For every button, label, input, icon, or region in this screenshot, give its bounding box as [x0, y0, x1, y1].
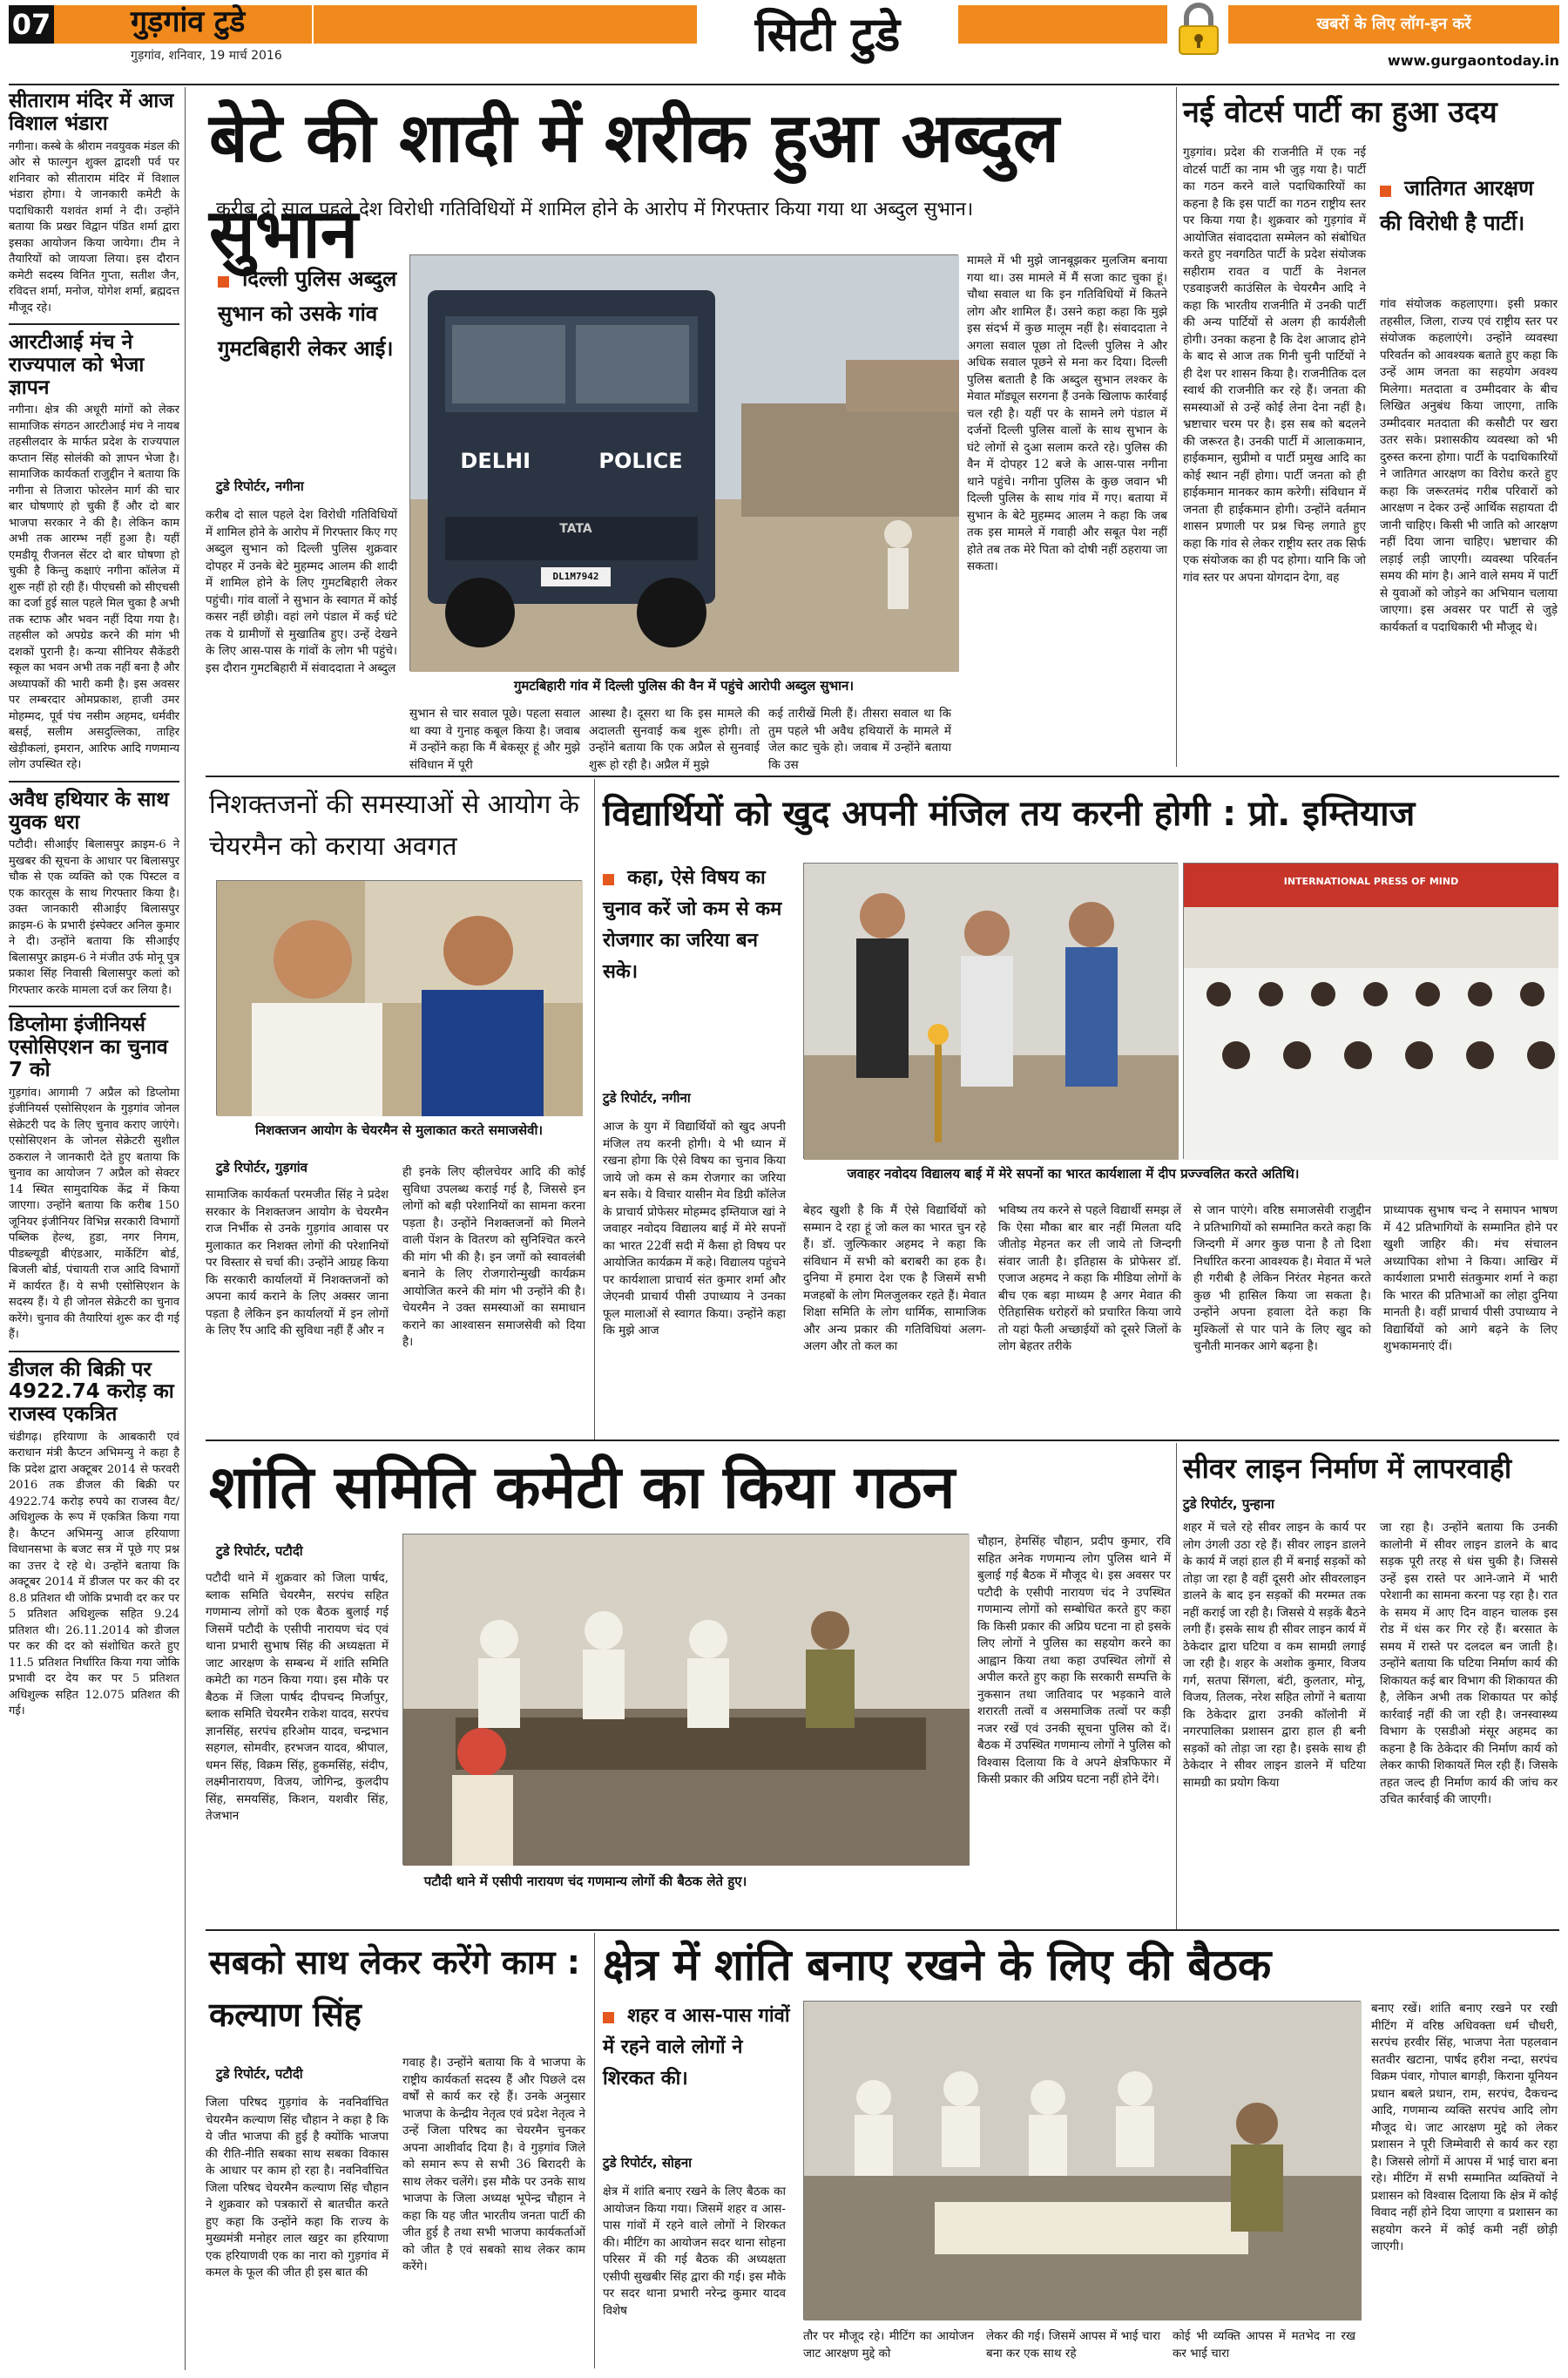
story2-col2: गांव संयोजक कहलाएगा। इसी प्रकार तहसील, जिला, राज्य एवं राष्ट्रीय स्तर पर संयोजक कहलाएंगे। उन्होंने व्यवस्था परिवर्तन को आवश्यक बताते हुए कहा कि उन्हें आम जनता का सहयोग अवश्य मिलेगा। मतदाता व उम्मीदवार के बीच लिखित अनुबंध किया जाएगा, ताकि उम्मीदवार मतदाता की कसौटी पर खरा उतर सके। प्रशासकीय व्यवस्था को भी दुरुस्त करना होगा। पार्टी के पदाधिकारियों ने जातिगत आरक्षण का विरोध करते हुए कहा कि जरूरतमंद गरीब परिवारों को आरक्षण न देकर उन्हें आर्थिक सहायता दी जानी चाहिए। किसी भी जाति को आरक्षण नहीं दिया जाना चाहिए। भ्रष्टाचार की लड़ाई लड़ी जाएगी। व्यवस्था परिवर्तन समय की मांग है। आने वाले समय में पार्टी से युवाओं को जोड़ने का अभियान चलाया जाएगा। इस अवसर पर पार्टी से जुड़े कार्यकर्ता व पदाधिकारी भी मौजूद थे।	[1380, 297, 1558, 634]
story8-col1: क्षेत्र में शांति बनाए रखने के लिए बैठक का आयोजन किया गया। जिसमें शहर व आस-पास गांवों में रहने वाले लोगों ने शिरकत की। मीटिंग का आयोजन सदर थाना सोहना परिसर में की गई बैठक की अध्यक्षता एसीपी सुखबीर सिंह द्वारा की गई। इस मौके पर सदर थाना प्रभारी नरेन्द्र कुमार यादव विशेष	[603, 2185, 786, 2318]
story5-photo-caption: पटौदी थाने में एसीपी नारायण चंद गणमान्य लोगों की बैठक लेते हुए।	[423, 1873, 747, 1889]
story4-col2: बेहद खुशी है कि मैं ऐसे विद्यार्थियों को सम्मान दे रहा हूं जो कल का भारत चुन रहे हैं। डॉ. जुल्फिकार अहमद ने कहा कि संविधान में सभी को बराबरी का हक है। दुनिया में हमारा देश एक है जिसमें सभी मजहबों के लोग मिलजुलकर रहते हैं। मेवात शिक्षा समिति के लोग धार्मिक, सामाजिक और अन्य प्रकार की गतिविधियां अलग-अलग और तो कल का	[803, 1203, 986, 1353]
page-number: 07	[9, 5, 54, 44]
section-rule	[206, 1929, 1559, 1931]
story4-highlight: कहा, ऐसे विषय का चुनाव करें जो कम से कम रोजगार का जरिया बन सके।	[603, 867, 782, 983]
sidebar-body: चंडीगढ़। हरियाणा के आबकारी एवं कराधान मंत्री कैप्टन अभिमन्यु ने कहा है कि प्रदेश द्वारा अक्टूबर 2014 से फरवरी 2016 तक डीजल की बिक्री पर 4922.74 करोड़ रुपये का राजस्व वैट/अधिशुल्क के रूप में एकत्रित किया गया है। कैप्टन अभिमन्यु आज हरियाणा विधानसभा के बजट सत्र में पूछे गए प्रश्न का उत्तर दे रहे थे। उन्होंने बताया कि अक्टूबर 2014 में डीजल पर कर की दर 8.8 प्रतिशत थी जोकि प्रभावी दर कर पर 5 प्रतिशत अधिशुल्क सहित 9.24 प्रतिशत थी। 26.11.2014 को डीजल पर कर की दर को संशोधित करते हुए 11.5 प्रतिशत निर्धारित किया गया जोकि प्रभावी दर देय कर पर 5 प्रतिशत अधिशुल्क सहित 12.075 प्रतिशत की गई।	[9, 1430, 179, 1718]
story3-photo	[216, 880, 582, 1115]
column-divider	[594, 779, 595, 1441]
story6-col1: शहर में चले रहे सीवर लाइन के कार्य पर लोग उंगली उठा रहे हैं। सीवर लाइन डालने के कार्य में जहां हाल ही में बनाई सड़कों को तोड़ा जा रहा है वहीं दूसरी ओर सीवरलाइन डालने के बाद इन सड़कों की मरम्मत तक नहीं कराई जा रही है। जिससे ये सड़कें बैठने लगी हैं। इसके साथ ही सीवर लाइन कार्य में ठेकेदार द्वारा घटिया व कम सामग्री लगाई जा रही है। शहर के अशोक कुमार, विजय गर्ग, सतपा सिंगला, बंटी, कुलतार, मोनू, विजय, तिलक, नरेश सहित लोगों ने बताया कि ठेकेदार द्वारा उनकी कॉलोनी में नगरपालिका प्रशासन द्वारा हाल ही बनी सड़कों को तोड़ा जा रहा है। इसके साथ ही ठेकेदार ने सीवर लाइन डालने में घटिया सामग्री का प्रयोग किया	[1183, 1521, 1366, 1790]
story3-col1: सामाजिक कार्यकर्ता परमजीत सिंह ने प्रदेश सरकार के निशक्तजन आयोग के चेयरमैन राज निर्भीक से उनके गुड़गांव आवास पर मुलाकात कर निशक्त लोगों की परेशानियों पर विस्तार से चर्चा की। उन्होंने आग्रह किया कि सरकारी कार्यालयों में निशक्तजनों को अपना कार्य कराने के लिए अक्सर जाना पड़ता है लेकिन इन कार्यालयों में इन लोगों के लिए रैंप आदि की सुविधा नहीं हैं और न	[206, 1188, 389, 1338]
story8-col5: बनाए रखें। शांति बनाए रखने पर रखी मीटिंग में वरिष्ठ अधिवक्ता धर्म चौधरी, सरपंच हरवीर सिंह, भाजपा नेता पहलवान सतवीर खटाना, पार्षद हरीश नन्दा, सरपंच विक्रम पंवार, गोपाल बागड़ी, किराना यूनियन प्रधान बबले प्रधान, राम, सरपंच, दैकचन्द आदि, गणमान्य व्यक्ति सरपंच आदि लोग मौजूद थे। जाट आरक्षण मुद्दे को लेकर प्रशासन ने पूरी जिम्मेवारी से कार्य कर रहा है। जिससे लोगों में आपस में भाई चारा बना रहे। मीटिंग में सभी सम्मानित व्यक्तियों ने प्रशासन को विश्वास दिलाया कि क्षेत्र में कोई विवाद नहीं होने दिया जाएगा व प्रशासन का सहयोग करने में कोई कमी नहीं छोड़ी जाएगी।	[1371, 2002, 1558, 2253]
sidebar-headline: सीताराम मंदिर में आज विशाल भंडारा	[9, 90, 174, 135]
story1-photo	[409, 254, 958, 671]
story2-highlight: जातिगत आरक्षण की विरोधी है पार्टी।	[1380, 176, 1534, 235]
sidebar-headline: आरटीआई मंच ने राज्यपाल को भेजा ज्ञापन	[9, 331, 145, 399]
van-text: DELHI POLICE	[460, 449, 683, 473]
story6-headline: सीवर लाइन निर्माण में लापरवाही	[1183, 1452, 1512, 1485]
van-plate: DL1M7942	[552, 571, 599, 582]
story6-byline: टुडे रिपोर्टर, पुन्हाना	[1183, 1496, 1274, 1512]
story1-photo-caption: गुमटबिहारी गांव में दिल्ली पुलिस की वैन में पहुंचे आरोपी अब्दुल सुभान।	[513, 678, 855, 694]
story7-col1: जिला परिषद गुड़गांव के नवनिर्वाचित चेयरमैन कल्याण सिंह चौहान ने कहा है कि ये जीत भाजपा की हुई है क्योंकि भाजपा की रीति-नीति सबका साथ सबका विकास के आधार पर काम हो रहा है। नवनिर्वाचित जिला परिषद चेयरमैन कल्याण सिंह चौहान ने शुक्रवार को पत्रकारों से बातचीत करते हुए कहा कि उन्होंने कहा कि राज्य के मुख्यमंत्री मनोहर लाल खट्टर का हरियाणा एक हरियाणवी एक का नारा को गुड़गांव में कमल के फूल की जीत ही इस बात की	[206, 2096, 389, 2280]
story2-headline: नई वोटर्स पार्टी का हुआ उदय	[1183, 95, 1497, 130]
story8-byline: टुडे रिपोर्टर, सोहना	[603, 2155, 693, 2171]
story3-col2: ही इनके लिए व्हीलचेयर आदि की कोई सुविधा उपलब्ध कराई गई है, जिससे इन लोगों को बड़ी परेशानियों का सामना करना पड़ता है। उन्होंने निशक्तजनों को मिलने वाली पेंशन के वितरण को सुनिश्चित करने की मांग भी की है। इन जगों को स्वावलंबी बनाने के लिए रोजगारोन्मुखी कार्यक्रम आयोजित करने की मांग भी उन्होंने की है। चेयरमैन ने उक्त समस्याओं का समाधान कराने का आश्वासन समाजसेवी को दिया है।	[402, 1165, 585, 1349]
story5-headline: शांति समिति कमेटी का किया गठन	[209, 1453, 956, 1522]
date-line: गुड़गांव, शनिवार, 19 मार्च 2016	[131, 49, 282, 63]
story3-photo-caption: निशक्तजन आयोग के चेयरमैन से मुलाकात करते समाजसेवी।	[254, 1122, 544, 1138]
bullet-icon	[603, 2012, 614, 2023]
sidebar-divider	[185, 87, 186, 2370]
story4-col4: से जान पाएंगे। वरिष्ठ समाजसेवी राजुद्दीन ने प्रतिभागियों को सम्मानित करते कहा कि जिन्दगी में अगर कुछ पाना है तो दिशा निर्धारित करना आवश्यक है। मेवात में भले ही गरीबी है लेकिन निरंतर मेहनत करते कुछ भी हासिल किया जा सकता है। उन्होंने अपना हवाला देते कहा कि मुश्किलों से पार पाने के लिए खुद को चुनौती मानकर आगे बढ़ना है।	[1193, 1203, 1371, 1353]
story1-highlight: दिल्ली पुलिस अब्दुल सुभान को उसके गांव गुमटबिहारी लेकर आई।	[218, 267, 397, 361]
sidebar-headline: डिप्लोमा इंजीनियर्स एसोसिएशन का चुनाव 7 को	[9, 1013, 168, 1081]
sidebar-headline: डीजल की बिक्री पर 4922.74 करोड़ का राजस्व एकत्रित	[9, 1358, 174, 1426]
students-hall-photo	[1184, 864, 1558, 1160]
story1-col1: करीब दो साल पहले देश विरोधी गतिविधियों में शामिल होने के आरोप में गिरफ्तार किए गए अब्दुल सुभान को दिल्ली पुलिस शुक्रवार दोपहर में उनके बेटे मुहम्मद आलम की शादी में शामिल होने के लिए गुमटबिहारी लेकर पहुंची। गांव वालों ने सुभान के स्वागत में कोई कसर नहीं छोड़ी। वहां लगे पंडाल में कई घंटे तक ये ग्रामीणों से मुखातिब हुए। उन्हें देखने के लिए आस-पास के गांवों के लोग भी पहुंचे। इस दौरान गुमटबिहारी में संवाददाता ने अब्दुल	[206, 508, 397, 675]
story1-col3: आस्था है। दूसरा था कि इस मामले की अदालती सुनवाई कब शुरू होगी। तो उन्होंने बताया कि एक अप्रैल से सुनवाई शुरू हो रही है। अप्रैल में मुझे	[589, 707, 760, 772]
story6-col2: जा रहा है। उन्होंने बताया कि उनकी कालोनी में सीवर लाइन डालने के बाद सड़क पूरी तरह से धंस चुकी है। जिससे उन्हें इस रास्ते पर आने-जाने में भारी परेशानी का सामना करना पड़ रहा है। रात के समय में आए दिन वाहन चालक इस रोड में धंस कर गिर रहे हैं। बरसात के समय में रास्ते पर दलदल बन जाती है। उन्होंने बताया कि घटिया निर्माण कार्य की शिकायत कई बार विभाग की शिकायत की है, लेकिन अभी तक शिकायत पर कोई कार्रवाई नहीं की जा रही है। जनस्वास्थ्य विभाग के एसडीओ मंसूर अहमद का कहना है कि ठेकेदार की निर्माण कार्य को लेकर काफी शिकायतें मिल रही हैं। जिसके तहत जल्द ही निर्माण कार्य की जांच कर उचित कार्रवाई की जाएगी।	[1380, 1521, 1558, 1806]
login-promo[interactable]: खबरों के लिए लॉग-इन करें	[1228, 5, 1559, 44]
story4-byline: टुडे रिपोर्टर, नगीना	[603, 1090, 691, 1106]
story8-col3: लेकर की गई। जिसमें आपस में भाई चारा बना कर एक साथ रहे	[986, 2329, 1160, 2361]
story3-byline: टुडे रिपोर्टर, गुड़गांव	[216, 1160, 308, 1175]
bullet-icon	[218, 276, 229, 288]
story4-col3: भविष्य तय करने से पहले विद्यार्थी समझ लें कि ऐसा मौका बार बार नहीं मिलता यदि जीतोड़ मेहनत कर ली जाये तो जिन्दगी संवार जाती है। इतिहास के प्रोफेसर डॉ. एजाज अहमद ने कहा कि मीडिया लोगों के बीच एक बड़ा माध्यम है अगर मेवात की ऐतिहासिक धरोहरों को प्रचारित किया जाये तो यहां फैली अच्छाईयों को दूसरे जिलों के लोग बेहतर तरीके	[998, 1203, 1181, 1353]
story4-photo-hall	[1183, 863, 1558, 1159]
sidebar-body: नगीना। कस्बे के श्रीराम नवयुवक मंडल की ओर से फाल्गुन शुक्ल द्वादशी पर्व पर शनिवार को सीताराम मंदिर में विशाल भंडारा होगा। ये जानकारी कमेटी के पदाधिकारी यशवंत शर्मा ने दी। उन्होंने बताया कि प्रखर विद्वान पंडित शर्मा द्वारा इसका आयोजन किया जायेगा। टीम ने तैयारियों को जायजा लिया। इस दौरान कमेटी सदस्य विनित गुप्ता, सतीश जैन, रविदत्त शर्मा, मनोज, योगेश शर्मा, ब्रह्मदत्त मौजूद रहे।	[9, 139, 179, 315]
meeting-photo	[217, 881, 583, 1116]
section-rule	[206, 776, 1559, 777]
story8-highlight: शहर व आस-पास गांवों में रहने वाले लोगों ने शिरकत की।	[603, 2005, 790, 2090]
story1-col5: मामले में भी मुझे जानबूझकर मुलजिम बनाया गया था। उस मामले में मैं सजा काट चुका हूं। चौथा सवाल था कि इन गतिविधियों में कितने लोग और शामिल हैं। उसने कहा कहा कि मुझे इस संदर्भ में कुछ मालूम नहीं है। संवाददाता ने अगला सवाल पूछा तो दिल्ली पुलिस ने और अधिक सवाल पूछने से मना कर दिया। दिल्ली पुलिस बताती है कि अब्दुल सुभान लश्कर के मेवात मॉड्यूल सरगना हैं उनके खिलाफ कार्रवाई चल रही है। यहीं पर के सामने लगे पंडाल में दर्जनों दिल्ली पुलिस वालों के साथ सुभान के घंटे लोगों से दुआ सलाम करते रहे। पुलिस की वैन में दोपहर 12 बजे के आस-पास नगीना थाने पहुंचे। नगीना पुलिस के कुछ जवान भी दिल्ली पुलिस के साथ गांव में गए। बताया में सुभान के बेटे मुहम्मद आलम ने कहा कि जब तक इस मामले में गवाही और सबूत पेश नहीं होते तब तक मेरे पिता को दोषी नहीं ठहराया जा सकता।	[967, 254, 1167, 573]
sohna-meeting-photo	[804, 2002, 1362, 2320]
hall-banner: INTERNATIONAL PRESS OF MIND	[1283, 876, 1459, 887]
lamp-lighting-photo	[804, 864, 1179, 1160]
story5-photo	[402, 1534, 969, 1865]
column-divider	[1176, 87, 1177, 767]
column-divider	[594, 1933, 595, 2368]
website-link[interactable]: www.gurgaontoday.in	[1387, 52, 1559, 69]
story8-headline: क्षेत्र में शांति बनाए रखने के लिए की बैठक	[603, 1940, 1272, 1990]
story7-headline: सबको साथ लेकर करेंगे काम : कल्याण सिंह	[209, 1943, 580, 2034]
story1-headline: बेटे की शादी में शरीक हुआ अब्दुल सुभान	[209, 99, 1059, 274]
column-divider	[1176, 1443, 1177, 1931]
story1-col4: कई तारीखें मिली हैं। तीसरा सवाल था कि तुम पहले भी अवैध हथियारों के मामले में जेल काट चुके हो। जवाब में उन्होंने बताया कि उस	[768, 707, 951, 772]
section-title: सिटी टुडे	[754, 7, 901, 62]
story1-col2: सुभान से चार सवाल पूछे। पहला सवाल था क्या वे गुनाह कबूल किया है। जवाब में उन्होंने कहा कि मैं बेकसूर हूं और मुझे संविधान में पूरी	[409, 707, 580, 772]
story8-photo	[803, 2001, 1361, 2320]
story3-headline: निशक्तजनों की समस्याओं से आयोग के चेयरमैन को कराया अवगत	[209, 789, 579, 862]
left-orange-bar	[314, 5, 697, 44]
sidebar-body: नगीना। क्षेत्र की अधूरी मांगों को लेकर सामाजिक संगठन आरटीआई मंच ने नायब तहसीलदार के मार्फत प्रदेश के राज्यपाल कप्तान सिंह सोलंकी को ज्ञापन भेजा है। सामाजिक कार्यकर्ता राजुद्दीन ने बताया कि नगीना से तिजारा फोरलेन मार्ग की चार बार घोषणाएं हो चुकी हैं और दो बार भाजपा सरकार ने की है। लेकिन काम अभी तक आरम्भ नहीं हुआ है। यहीं एमडीयू रीजनल सेंटर दो बार घोषणा हो चुकी है किन्तु कक्षाएं नगीना कॉलेज में शुरू नहीं हो रही हैं। पीएचसी को सीएचसी का दर्जा हुई साल पहले मिल चुका है अभी तक स्टाफ और भवन नहीं दिया गया है। तहसील को अपग्रेड करने की मांग भी दशकों पुरानी है। कन्या सीनियर सैकेंडरी स्कूल का भवन अभी तक नहीं बना है और अध्यापकों की भारी कमी है। इस अवसर पर लम्बरदार ओमप्रकाश, हाजी उमर मोहम्मद, पूर्व पंच नसीम अहमद, धर्मवीर बसई, सलीम असदुल्लिका, ताहिर खेड़ीकलां, इमरान, आरिफ आदि गणमान्य लोग उपस्थित रहे।	[9, 403, 179, 772]
section-rule	[206, 1440, 1559, 1441]
story1-deck: करीब दो साल पहले देश विरोधी गतिविधियों में शामिल होने के आरोप में गिरफ्तार किया गया था अब्दुल सुभान।	[216, 199, 974, 220]
story4-photo-lamp	[803, 863, 1178, 1159]
sidebar-headline: अवैध हथियार के साथ युवक धरा	[9, 788, 169, 834]
story7-col2: गवाह है। उन्होंने बताया कि वे भाजपा के राष्ट्रीय कार्यकर्ता सदस्य हैं और पिछले दस वर्षों से कार्य कर रहे हैं। उनके अनुसार भाजपा के केन्द्रीय नेतृत्व एवं प्रदेश नेतृत्व ने उन्हें जिला परिषद का चेयरमैन चुनकर अपना आशीर्वाद दिया है। वे गुड़गांव जिले को समान रूप से सभी 36 बिरादरी के साथ लेकर चलेंगे। इस मौके पर उनके साथ भाजपा के जिला अध्यक्ष भूपेन्द्र चौहान ने कहा कि यह जीत भारतीय जनता पार्टी की जीत हुई है तथा सभी भाजपा कार्यकर्ताओं को जीत है एवं सबको साथ लेकर काम करेंगे।	[402, 2056, 585, 2273]
bullet-icon	[1380, 186, 1391, 197]
story8-col2: तौर पर मौजूद रहे। मीटिंग का आयोजन जाट आरक्षण मुद्दे को	[803, 2329, 974, 2361]
sidebar-body: पटौदी। सीआईए बिलासपुर क्राइम-6 ने मुखबर की सूचना के आधार पर बिलासपुर चौक से एक व्यक्ति को एक पिस्टल व एक कारतूस के साथ गिरफ्तार किया है। उक्त जानकारी सीआईए बिलासपुर क्राइम-6 के प्रभारी इंस्पेक्टर अनिल कुमार ने दी। उन्होंने बताया कि सीआईए बिलासपुर क्राइम-6 ने मंजीत उर्फ मोनू पुत्र प्रकाश सिंह निवासी बिलासपुर कलां को गिरफ्तार करके मामला दर्ज कर लिया है।	[9, 838, 179, 997]
sidebar-body: गुड़गांव। आगामी 7 अप्रैल को डिप्लोमा इंजीनियर्स एसोसिएशन के गुड़गांव जोनल सेक्रेटरी पद के लिए चुनाव कराए जाएंगे। एसोसिएशन के जोनल सेक्रेटरी सुशील ठकराल ने जानकारी देते हुए बताया कि चुनाव का आयोजन 7 अप्रैल को सेक्टर 14 स्थित सामुदायिक केंद्र में किया जाएगा। उन्होंने बताया कि करीब 150 जूनियर इंजीनियर विभिन्न सरकारी विभागों पब्लिक हेल्थ, हुडा, नगर निगम, पीडब्ल्यूडी बीएंडआर, मार्केटिंग बोर्ड, बिजली बोर्ड, पंचायती राज आदि विभागों में कार्यरत हैं। ये सभी एसोसिएशन के सदस्य हैं। ये ही जोनल सेक्रेटरी का चुनाव करेंगे। चुनाव की तैयारियां शुरू कर दी गई हैं।	[9, 1086, 179, 1341]
van-brand: TATA	[559, 522, 592, 536]
story5-col2: चौहान, हेमसिंह चौहान, प्रदीप कुमार, रवि सहित अनेक गणमान्य लोग पुलिस थाने में बुलाई गई बैठक में मौजूद थे। इस अवसर पर पटौदी के एसीपी नारायण चंद ने उपस्थित गणमान्य लोगों को सम्बोधित करते हुए कहा कि किसी प्रकार की अप्रिय घटना ना हो इसके लिए लोगों ने पुलिस का सहयोग करने का आह्वान किया तथा कहा उपस्थित लोगों से अपील करते हुए कहा कि सरकारी सम्पत्ति के नुकसान तथा जातिवाद पर भड़काने वाले शरारती तत्वों व असमाजिक तत्वों पर कड़ी नजर रखें एवं उनकी सूचना पुलिस को दें। बैठक में उपस्थित गणमान्य लोगों ने पुलिस को विश्वास दिलाया कि वे अपने क्षेत्रफिफार में किसी प्रकार की अप्रिय घटना नहीं होने देंगे।	[977, 1535, 1171, 1786]
masthead	[9, 0, 1559, 80]
story5-col1: पटौदी थाने में शुक्रवार को जिला पार्षद, ब्लाक समिति चेयरमैन, सरपंच सहित गणमान्य लोगों को एक बैठक बुलाई गई जिसमें पटौदी के एसीपी नारायण चंद एवं थाना प्रभारी सुभाष सिंह की अध्यक्षता में जाट आरक्षण के सम्बन्ध में शांति समिति कमेटी का गठन किया गया। इस मौके पर बैठक में जिला पार्षद दीपचन्द मिर्जापुर, ब्लाक समिति चेयरमैन राकेश यादव, सरपंच ज्ञानसिंह, सरपंच हरिओम यादव, चन्द्रभान सहगल, सोमवीर, हरभजन यादव, श्रीपाल, धमन सिंह, विक्रम सिंह, हुकमसिंह, संदीप, लक्ष्मीनारायण, विजय, जोगिन्द्र, कुलदीप सिंह, समयसिंह, किशन, यशवीर सिंह, तेजभान	[206, 1571, 389, 1823]
story4-headline: विद्यार्थियों को खुद अपनी मंजिल तय करनी होगी : प्रो. इम्तियाज	[603, 794, 1416, 834]
story4-col5: प्राध्यापक सुभाष चन्द ने समापन भाषण में 42 प्रतिभागियों के सम्मानित होने पर खुशी जाहिर की। मंच संचालन अध्यापिका शोभा ने किया। आखिर में कार्यशाला प्रभारी संतकुमार शर्मा ने कहा कि भारत की प्रतिभाओं का लोहा दुनिया मानती है। वहीं प्राचार्य पीसी उपाध्याय ने विद्यार्थियों को आगे बढ़ने के लिए शुभकामनाएं दीं।	[1383, 1203, 1558, 1353]
peace-meeting-photo	[403, 1535, 970, 1866]
story2-col1: गुड़गांव। प्रदेश की राजनीति में एक नई वोटर्स पार्टी का नाम भी जुड़ गया है। पार्टी का गठन करने वाले पदाधिकारियों का कहना है कि इस पार्टी का गठन राष्ट्रीय स्तर पर किया गया है। शुक्रवार को गुड़गांव में आयोजित संवाददाता सम्मेलन को संबोधित करते हुए नवगठित पार्टी के प्रदेश संयोजक सहीराम रावत व पार्टी के नेशनल एडवाइजरी काउंसिल के चेयरमैन आदि ने कहा कि भारतीय राजनीति में उनकी पार्टी की अन्य पार्टियों से अलग ही कार्यशैली होगी। उनका कहना है कि देश आजाद होने के बाद से आज तक गिनी चुनी पार्टियों ने ही देश पर शासन किया है। राजनीतिक दल स्वार्थ की राजनीति कर रहे हैं। जनता की समस्याओं से उन्हें कोई लेना देना नहीं है। भ्रष्टाचार चरम पर है। इस सब को बदलने की जरूरत है। उनकी पार्टी में आलाकमान, हाईकमान, सुप्रीमो व पार्टी प्रमुख आदि का कोई स्थान नहीं होगा। पार्टी जनता को ही हाईकमान मानकर काम करेगी। संविधान में जनता ही हाईकमान होगी। उन्होंने वर्तमान शासन प्रणाली पर प्रश्न चिन्ह लगाते हुए कहा कि गांव से लेकर राष्ट्रीय स्तर तक सिर्फ एक संयोजक का ही पद होगा। यानि कि जो गांव स्तर पर अपना योगदान देगा, वह	[1183, 146, 1366, 585]
story8-col4: कोई भी व्यक्ति आपस में मतभेद ना रख कर भाई चारा	[1173, 2329, 1355, 2361]
story5-byline: टुडे रिपोर्टर, पटौदी	[216, 1543, 303, 1559]
lock-icon	[1173, 2, 1225, 56]
masthead-rule	[9, 84, 1559, 85]
story7-byline: टुडे रिपोर्टर, पटौदी	[216, 2066, 303, 2082]
brand-logo: गुड़गांव टुडे	[131, 4, 246, 39]
sidebar	[9, 91, 179, 2370]
story4-photo-caption: जवाहर नवोदय विद्यालय बाई में मेरे सपनों का भारत कार्यशाला में दीप प्रज्ज्वलित करते अतिथि।	[847, 1166, 1300, 1182]
bullet-icon	[603, 874, 614, 885]
right-orange-bar	[958, 5, 1167, 44]
story1-byline: टुडे रिपोर्टर, नगीना	[216, 478, 304, 494]
story4-col1: आज के युग में विद्यार्थियों को खुद अपनी मंजिल तय करनी होगी। ये भी ध्यान में रखना होगा कि ऐसे विषय का चुनाव किया जाये जो कम से कम रोजगार का जरिया बन सके। ये विचार यासीन मेव डिग्री कॉलेज के प्राचार्य प्रोफेसर मोहम्मद इम्तियाज खां ने जवाहर नवोदय विद्यालय बाई में मेरे सपनों का भारत 22वीं सदी में कैसा हो विषय पर आयोजित कार्यक्रम में कहे। विद्यालय पहुंचने पर कार्यशाला प्राचार्य संत कुमार शर्मा और जेएनवी प्राचार्य पीसी उपाध्याय ने उनका फूल मालाओं से स्वागत किया। उन्होंने कहा कि मुझे आज	[603, 1120, 786, 1338]
